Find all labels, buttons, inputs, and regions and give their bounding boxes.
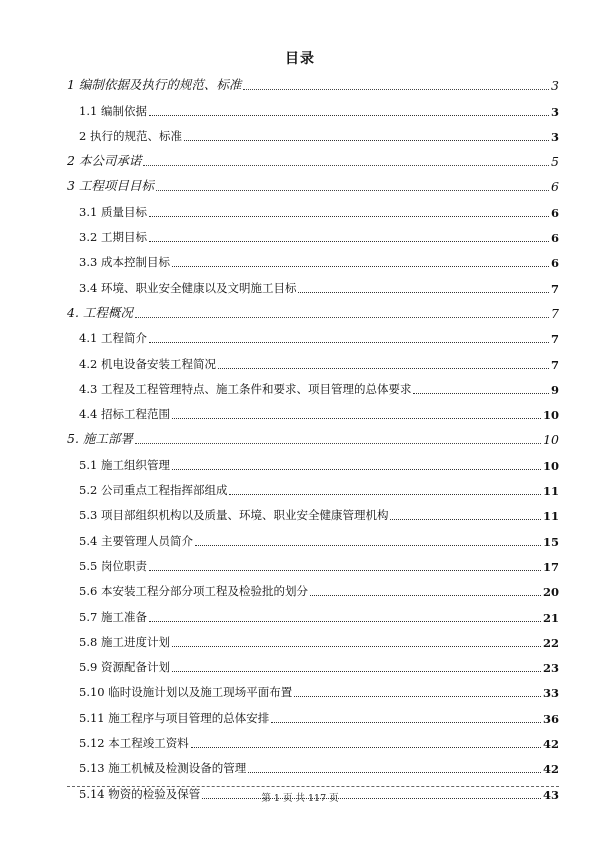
toc-section-entry[interactable] [67,376,559,401]
toc-dot-leader [149,570,541,571]
toc-dot-leader [390,519,541,520]
toc-page-number: 43 [542,787,559,802]
toc-page-number: 3 [550,129,559,144]
toc-page-number: 36 [542,711,559,726]
toc-page-number: 21 [542,610,559,625]
toc-section-entry[interactable] [67,654,559,679]
toc-chapter-entry[interactable] [67,300,559,325]
toc-entry-label: 4.2 机电设备安装工程简况 [79,356,216,371]
toc-dot-leader [271,722,541,723]
toc-section-entry[interactable] [67,502,559,527]
page-footer: 第 1 页 共 117 页 [261,793,339,804]
toc-dot-leader [149,115,549,116]
toc-section-entry[interactable] [67,274,559,299]
toc-entry-label: 3.2 工期目标 [79,230,147,245]
toc-dot-leader [172,671,541,672]
toc-entry-label: 5.9 资源配备计划 [79,660,170,675]
toc-page-number: 7 [550,357,559,372]
toc-page-number: 6 [550,231,559,246]
toc-dot-leader [248,772,541,773]
toc-entry-label: 5.7 施工准备 [79,609,147,624]
toc-entry-label: 5.4 主要管理人员简介 [79,533,193,548]
toc-section-entry[interactable] [67,553,559,578]
toc-section-entry[interactable] [67,451,559,476]
toc-entry-label: 5.6 本安装工程分部分项工程及检验批的划分 [79,584,308,599]
toc-section-entry[interactable] [67,198,559,223]
toc-entry-label: 5.14 物资的检验及保管 [79,786,201,801]
toc-page-number: 15 [542,534,559,549]
toc-section-entry[interactable] [67,704,559,729]
toc-page-number: 6 [550,256,559,271]
toc-page-number: 23 [542,661,559,676]
toc-page-number: 11 [542,509,559,524]
toc-page-number: 7 [550,281,559,296]
toc-section-entry[interactable] [67,755,559,780]
toc-entry-label: 4.3 工程及工程管理特点、施工条件和要求、项目管理的总体要求 [79,381,412,396]
table-of-contents [67,72,559,806]
toc-page-number: 17 [542,559,559,574]
toc-section-entry[interactable] [67,97,559,122]
toc-chapter-entry[interactable] [67,173,559,198]
toc-dot-leader [172,418,541,419]
toc-page-number: 7 [550,332,559,347]
footer-divider [67,786,559,787]
toc-dot-leader [310,595,541,596]
toc-entry-label: 2 本公司承诺 [67,153,142,169]
toc-dot-leader [135,317,549,318]
toc-dot-leader [229,494,541,495]
toc-chapter-entry[interactable] [67,72,559,97]
toc-section-entry[interactable] [67,401,559,426]
toc-page-number: 6 [550,205,559,220]
toc-page-number: 6 [551,179,559,195]
toc-dot-leader [243,89,549,90]
toc-entry-label: 5.5 岗位职责 [79,558,147,573]
toc-entry-label: 2 执行的规范、标准 [79,128,182,143]
toc-dot-leader [195,545,541,546]
toc-entry-label: 5.10 临时设施计划以及施工现场平面布置 [79,685,293,700]
toc-page-number: 22 [542,635,559,650]
toc-entry-label: 4. 工程概况 [67,304,133,320]
toc-entry-label: 5.13 施工机械及检测设备的管理 [79,761,247,776]
toc-section-entry[interactable] [67,123,559,148]
toc-section-entry[interactable] [67,527,559,552]
toc-page-number: 42 [542,737,559,752]
toc-entry-label: 3.3 成本控制目标 [79,255,170,270]
toc-entry-label: 3.1 质量目标 [79,204,147,219]
toc-section-entry[interactable] [67,603,559,628]
toc-entry-label: 5. 施工部署 [67,431,133,447]
toc-entry-label: 4.4 招标工程范围 [79,407,170,422]
toc-dot-leader [149,241,549,242]
toc-dot-leader [184,140,549,141]
toc-dot-leader [149,621,541,622]
toc-entry-label: 3.4 环境、职业安全健康以及文明施工目标 [79,280,297,295]
toc-entry-label: 1 编制依据及执行的规范、标准 [67,77,242,93]
toc-dot-leader [413,393,549,394]
toc-dot-leader [191,747,541,748]
toc-page-number: 10 [542,458,559,473]
toc-entry-label: 5.8 施工进度计划 [79,634,170,649]
toc-dot-leader [149,216,549,217]
toc-page-number: 9 [550,382,559,397]
toc-entry-label: 5.2 公司重点工程指挥部组成 [79,483,228,498]
toc-page-number: 33 [542,686,559,701]
toc-section-entry[interactable] [67,325,559,350]
toc-page-number: 3 [550,104,559,119]
toc-page-number: 5 [551,154,559,170]
toc-dot-leader [143,165,549,166]
toc-dot-leader [135,443,541,444]
toc-section-entry[interactable] [67,679,559,704]
toc-page-number: 3 [551,78,559,94]
toc-section-entry[interactable] [67,249,559,274]
toc-dot-leader [298,292,549,293]
toc-entry-label: 5.12 本工程竣工资料 [79,736,189,751]
toc-dot-leader [156,190,549,191]
toc-page-number: 20 [542,585,559,600]
toc-section-entry[interactable] [67,578,559,603]
toc-dot-leader [218,368,549,369]
toc-section-entry[interactable] [67,730,559,755]
toc-section-entry[interactable] [67,224,559,249]
toc-dot-leader [149,342,549,343]
toc-dot-leader [172,266,549,267]
toc-entry-label: 1.1 编制依据 [79,103,147,118]
toc-entry-label: 5.11 施工程序与项目管理的总体安排 [79,710,270,725]
toc-entry-label: 3 工程项目目标 [67,178,154,194]
toc-section-entry[interactable] [67,350,559,375]
toc-section-entry[interactable] [67,477,559,502]
toc-chapter-entry[interactable] [67,148,559,173]
toc-page-number: 11 [542,484,559,499]
toc-chapter-entry[interactable] [67,426,559,451]
toc-page-number: 10 [543,432,559,448]
toc-page-number: 10 [542,408,559,423]
toc-dot-leader [172,646,541,647]
toc-page-number: 42 [542,762,559,777]
toc-page-number: 7 [551,305,559,321]
toc-entry-label: 5.3 项目部组织机构以及质量、环境、职业安全健康管理机构 [79,508,389,523]
page-title: 目录 [285,51,315,67]
toc-dot-leader [172,469,541,470]
toc-entry-label: 4.1 工程简介 [79,331,147,346]
toc-dot-leader [294,696,541,697]
toc-section-entry[interactable] [67,629,559,654]
toc-entry-label: 5.1 施工组织管理 [79,457,170,472]
